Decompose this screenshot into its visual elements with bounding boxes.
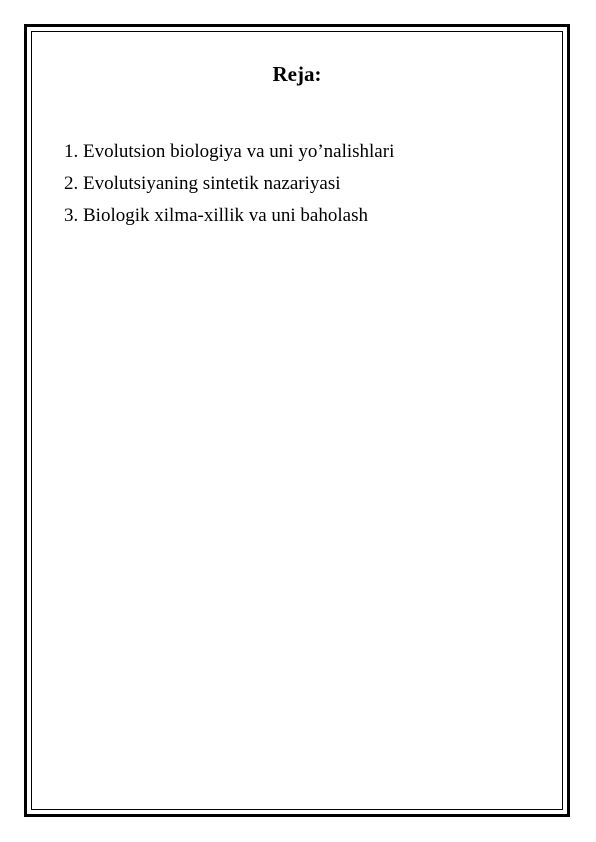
list-item-number: 2.: [64, 173, 79, 194]
list-item-number: 3.: [64, 205, 79, 226]
list-item-text: Evolutsion biologiya va uni yo’nalishlari: [83, 141, 395, 162]
list-item-number: 1.: [64, 141, 79, 162]
plan-list: [64, 136, 394, 232]
list-item: [64, 136, 394, 168]
list-item: [64, 168, 394, 200]
page-title: Reja:: [272, 62, 322, 86]
list-item-text: Biologik xilma-xillik va uni baholash: [83, 205, 368, 226]
list-item: [64, 200, 394, 232]
list-item-text: Evolutsiyaning sintetik nazariyasi: [83, 173, 341, 194]
